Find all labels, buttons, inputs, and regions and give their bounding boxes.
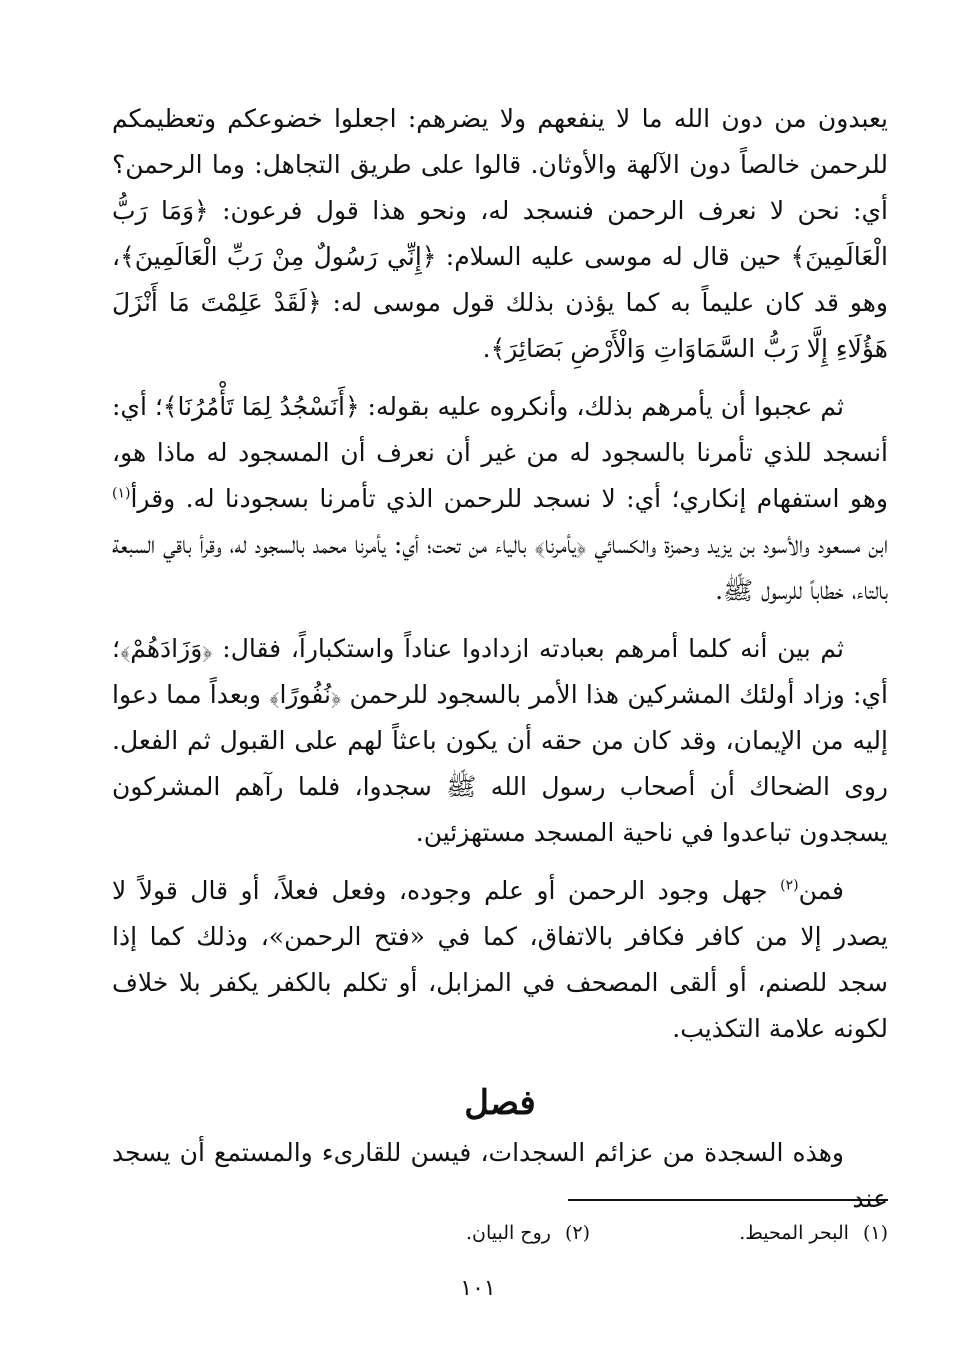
footnote-2-number: (٢) [564,1222,590,1244]
footnote-marker-2[interactable]: (٢) [780,877,799,894]
page-number: ١٠١ [460,1276,496,1301]
paragraph-4-end: جهل وجود الرحمن أو علم وجوده، وفعل فعلاً، أو قال قولاً لا يصدر إلا من كافر فكافر بالاتفاق، كما في «فتح الرحمن»، وذلك كما إذا سجد للصنم، أو ألقى المصحف في المزابل، أو تكلم بالكفر يكفر بلا خلاف لكونه علامة التكذيب. [112,876,888,1043]
paragraph-1: يعبدون من دون الله ما لا ينفعهم ولا يضرهم: اجعلوا خضوعكم وتعظيمكم للرحمن خالصاً دون الآلهة والأوثان. قالوا على طريق التجاهل: وما الرحمن؟ أي: نحن لا نعرف الرحمن فنسجد له، ونحو هذا قول فرعون: ﴿وَمَا رَبُّ الْعَالَمِينَ﴾ حين قال له موسى عليه السلام: ﴿إِنِّي رَسُولٌ مِنْ رَبِّ الْعَالَمِينَ﴾، وهو قد كان عليماً به كما يؤذن بذلك قول موسى له: ﴿لَقَدْ عَلِمْتَ مَا أَنْزَلَ هَؤُلَاءِ إِلَّا رَبُّ السَّمَاوَاتِ وَالْأَرْضِ بَصَائِرَ﴾. [112,104,889,363]
footnote-divider [568,1199,888,1201]
footnote-2-text: روح البيان. [465,1222,551,1244]
paragraph-4 [112,868,888,1052]
section-heading: فصل [464,1083,536,1123]
paragraph-3: ثم بين أنه كلما أمرهم بعبادته ازدادوا عناداً واستكباراً، فقال: ﴿وَزَادَهُمْ﴾؛ أي: وزاد أولئك المشركين هذا الأمر بالسجود للرحمن ﴿نُفُورًا﴾ وبعداً مما دعوا إليه من الإيمان، وقد كان من حقه أن يكون باعثاً لهم على القبول ثم الفعل. روى الضحاك أن أصحاب رسول الله ﷺ سجدوا، فلما رآهم المشركون يسجدون تباعدوا في ناحية المسجد مستهزئين. [112,634,888,847]
footnote-1-number: (١) [862,1222,888,1244]
paragraph-2-end: ابن مسعود والأسود بن يزيد وحمزة والكسائي ﴿يأمرنا﴾ بالياء من تحت؛ أي: يأمرنا محمد بالسجود له، وقرأ باقي السبعة بالتاء، خطاباً للرسول ﷺ. [112,530,888,605]
footnote-1-text: البحر المحيط. [739,1222,849,1244]
paragraph-2 [112,384,888,614]
footnotes [112,1218,888,1248]
page-body [112,96,888,1222]
footnote-2 [292,1218,590,1248]
section-paragraph: وهذه السجدة من عزائم السجدات، فيسن للقارىء والمستمع أن يسجد عند [112,1138,888,1213]
paragraph-2-start: ثم عجبوا أن يأمرهم بذلك، وأنكروه عليه بقوله: ﴿أَنَسْجُدُ لِمَا تَأْمُرُنَا﴾؛ أي: أنسجد للذي تأمرنا بالسجود له من غير أن نعرف أن المسجود له ماذا هو، وهو استفهام إنكاري؛ أي: لا نسجد للرحمن الذي تأمرنا بسجودنا له. وقرأ [112,392,888,513]
paragraph-4-start: فمن [798,876,844,905]
footnote-1 [590,1218,888,1248]
footnote-marker-1[interactable]: (١) [112,485,131,502]
